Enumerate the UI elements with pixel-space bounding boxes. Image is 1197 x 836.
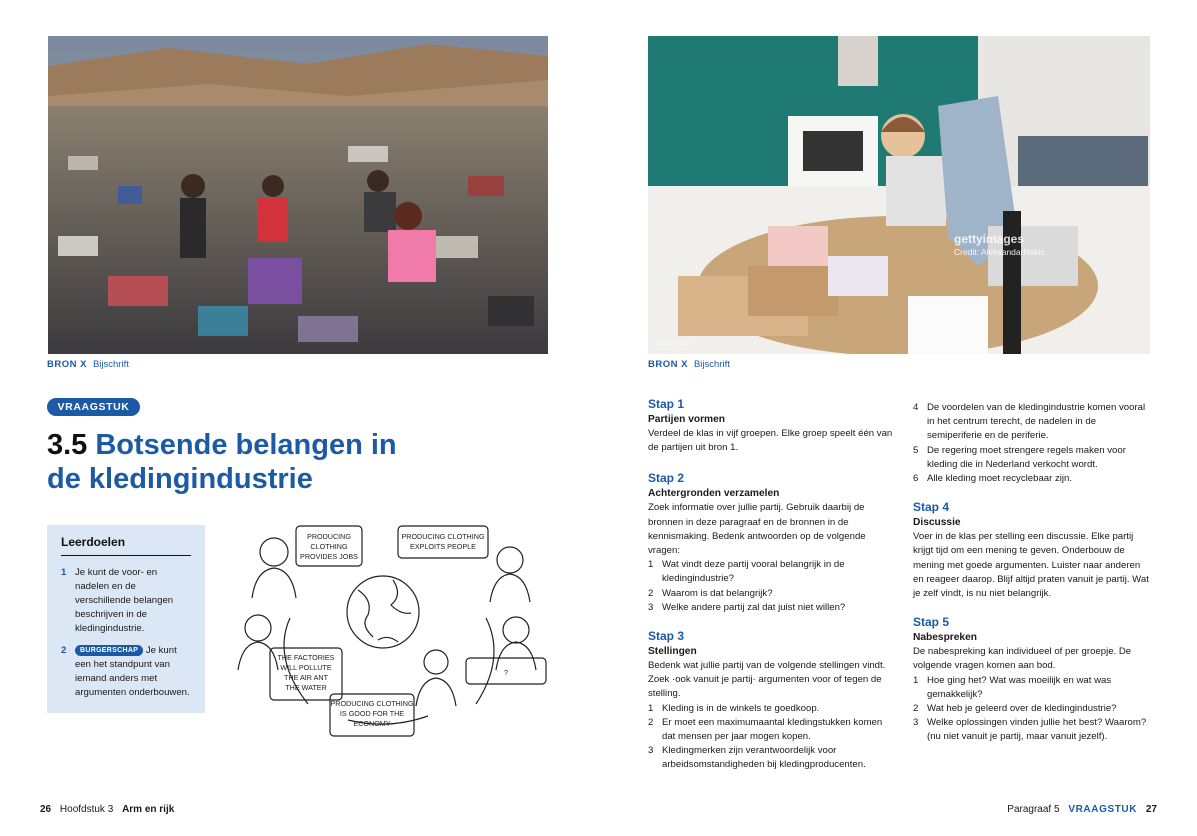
- leerdoel-item: 1 Je kunt de voor- en nadelen en de verschillende belangen beschrijven in de kledingindustrie.: [61, 567, 174, 634]
- stap4-text: Voer in de klas per stelling een discussie. Elke partij krijgt tijd om een mening te geven. Onderbouw de mening met goede argumenten. Luister naar anderen en reageer daarop. Blijf altijd praten vanuit je partij. Wat je zelf vindt, is nu niet belangrijk.: [913, 531, 1149, 600]
- stap1-sub: Partijen vormen: [648, 414, 725, 425]
- clothing-dump-photo: [48, 36, 548, 354]
- stap4-heading: Stap 4: [913, 500, 950, 515]
- list-item: 2 Waarom is dat belangrijk?: [648, 587, 773, 599]
- right-bron-caption: [648, 359, 730, 370]
- left-bron-caption: [47, 359, 129, 370]
- stap3-text: Bedenk wat jullie partij van de volgende stellingen vindt. Zoek ·ook vanuit je partij· argumenten voor of tegen de stelling.: [648, 660, 886, 700]
- list-item: 3 Kledingmerken zijn verantwoordelijk voor arbeidsomstandigheden bij kledingproducenten.: [648, 745, 866, 771]
- list-item: 5 De regering moet strengere regels maken voor kleding die in Nederland verkocht wordt.: [913, 444, 1126, 470]
- burgerschap-tag: BURGERSCHAP: [75, 645, 143, 656]
- title-line-1: Botsende belangen in: [95, 429, 397, 461]
- list-item: 1 Kleding is in de winkels te goedkoop.: [648, 702, 820, 714]
- stap3-sub: Stellingen: [648, 646, 697, 658]
- list-item: 6 Alle kleding moet recyclebaar zijn.: [913, 473, 1073, 485]
- list-item: 3 Welke andere partij zal dat juist niet willen?: [648, 601, 846, 613]
- steps-column-right: [913, 401, 1153, 745]
- stap5-sub: Nabespreken: [913, 632, 977, 644]
- vraagstuk-badge: VRAAGSTUK: [47, 398, 140, 416]
- page-title: [47, 428, 467, 496]
- list-item: 2 Er moet een maximumaantal kledingstukken komen dat mensen per jaar mogen kopen.: [648, 716, 883, 743]
- footer-left: [40, 804, 174, 815]
- list-item: 2 Wat heb je geleerd over de kledingindustrie?: [913, 703, 1117, 715]
- getty-watermark: gettyimages: [954, 232, 1025, 246]
- unboxing-clothes-photo: [648, 36, 1150, 354]
- section-number: 3.5: [47, 429, 88, 461]
- title-line-2: de kledingindustrie: [47, 463, 313, 495]
- leerdoelen-heading: Leerdoelen: [61, 535, 191, 556]
- stap4-sub: Discussie: [913, 517, 961, 529]
- stap3-heading: Stap 3: [648, 629, 685, 644]
- stap1-heading: Stap 1: [648, 397, 685, 411]
- stap5-heading: Stap 5: [913, 615, 950, 630]
- bubble-pollute: THE FACTORIES WILL POLLUTE THE AIR ANT THE WATER: [277, 653, 335, 692]
- bron-label: BRON X: [47, 359, 87, 370]
- steps-column-left: [648, 397, 893, 773]
- bron-label: BRON X: [648, 359, 688, 370]
- stap5-text: De nabespreking kan individueel of per groepje. De volgende vragen komen aan bod.: [913, 646, 1132, 672]
- bubble-question: ?: [504, 668, 508, 677]
- bron-caption: Bijschrift: [92, 359, 129, 370]
- bubble-jobs: PRODUCING CLOTHING PROVIDES JOBS: [300, 532, 358, 561]
- footer-chapter: Hoofdstuk 3: [59, 804, 114, 815]
- stap2-sub: Achtergronden verzamelen: [648, 488, 780, 500]
- bron-caption: Bijschrift: [693, 359, 730, 370]
- footer-chapter-title: Arm en rijk: [122, 804, 175, 815]
- list-item: 3 Welke oplossingen vinden jullie het best? Waarom? (nu niet vanuit je partij, maar vanuit jezelf).: [913, 717, 1147, 743]
- bubble-exploits: PRODUCING CLOTHING EXPLOITS PEOPLE: [401, 532, 485, 551]
- page-number-right: 27: [1145, 804, 1157, 815]
- leerdoelen-box: [47, 525, 205, 713]
- stap2-heading: Stap 2: [648, 471, 685, 486]
- stap1-text: Verdeel de klas in vijf groepen. Elke groep speelt één van de partijen uit bron 1.: [648, 428, 893, 454]
- page-number-left: 26: [40, 804, 52, 815]
- photo-credit: Credit: AleksandarNakic: [954, 247, 1045, 257]
- list-item: 4 De voordelen van de kledingindustrie komen vooral in het centrum terecht, de nadelen in de semiperiferie en de periferie.: [913, 402, 1146, 442]
- list-item: 1 Hoe ging het? Wat was moeilijk en wat was gemakkelijk?: [913, 674, 1112, 700]
- leerdoel-item: 2 BURGERSCHAP Je kunt een het standpunt van iemand anders met argumenten onderbouwen.: [61, 645, 190, 698]
- stakeholders-illustration: [228, 520, 548, 745]
- stap2-text: Zoek informatie over jullie partij. Gebruik daarbij de bronnen in deze paragraaf en de bronnen in de kennismaking. Bedenk antwoorden op de volgende vragen:: [648, 502, 866, 557]
- photo-id: 1288319058: [656, 341, 690, 347]
- footer-section: VRAAGSTUK: [1068, 804, 1138, 815]
- bubble-economy: PRODUCING CLOTHING IS GOOD FOR THE ECONOMY: [330, 699, 414, 728]
- footer-right: [1007, 804, 1157, 815]
- list-item: 1 Wat vindt deze partij vooral belangrijk in de kledingindustrie?: [648, 559, 845, 585]
- footer-paragraph: Paragraaf 5: [1007, 804, 1060, 815]
